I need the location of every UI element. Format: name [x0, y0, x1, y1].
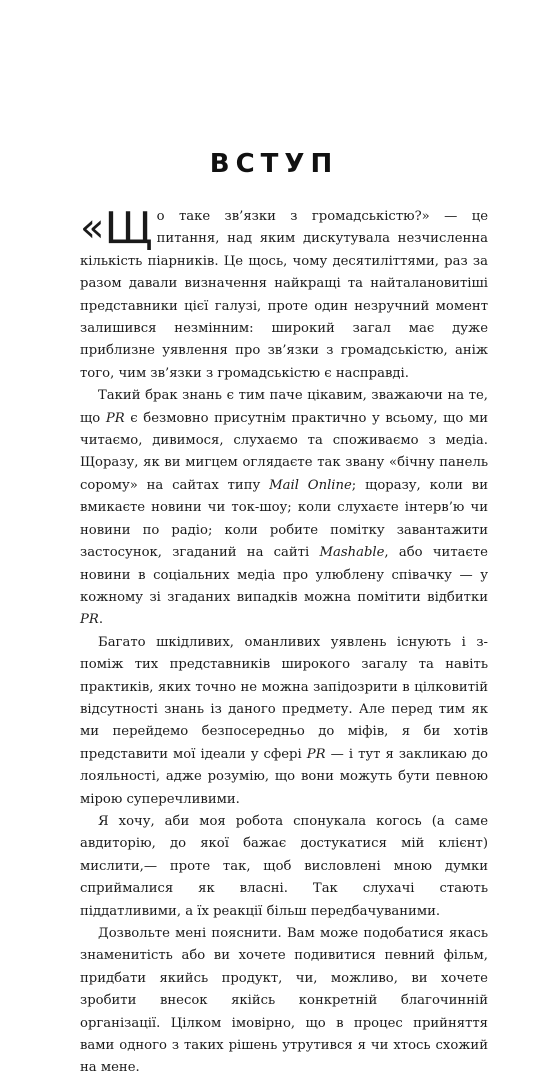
- paragraph-3-text-c: — і тут я закликаю до лояльності, адже розумію, що вони можуть бути певною мірою суперечливими.: [80, 746, 488, 807]
- paragraph-2-text-e: ; щоразу, коли ви вмикаєте новини чи ток-шоу; коли слухаєте інтерв’ю чи новини по радіо; коли робите помітку завантажити застосунок, згаданий на сайті: [80, 477, 488, 561]
- paragraph-2-text-a: Такий брак знань є тим паче цікавим, зважаючи на те, що: [80, 388, 488, 426]
- paragraph-1: [80, 203, 488, 385]
- paragraph-2-text-g: , або читаєте новини в соціальних медіа про улюблену співачку — у кожному зі згаданих випадків можна помітити відбитки: [80, 545, 488, 605]
- pr-term: PR: [105, 410, 125, 426]
- paragraph-3-text-a: Багато шкідливих, оманливих уявлень існують і з-поміж тих представників широкого загалу та навіть практиків, яких точно не можна запідозрити в цілковитій відсутності знань із даного предмету. Але перед тим як ми перейдемо безпосередньо до міфів, я би хотів представити мої ідеали у сфері: [80, 634, 488, 762]
- paragraph-3: [80, 632, 488, 811]
- chapter-heading: ВСТУП: [209, 149, 339, 179]
- opening-quote-mark: «: [80, 205, 99, 251]
- paragraph-4: Я хочу, аби моя робота спонукала когось (а саме авдиторію, до якої бажає достукатися мій клієнт) мислити,— проте так, щоб висловлені мною думки сприймалися як власні. Так слухачі стають піддатливими, а їх реакції більш передбачуваними.: [80, 813, 488, 919]
- paragraph-2-text-i: .: [98, 612, 104, 628]
- chapter-body: [80, 203, 488, 1080]
- paragraph-2-text-c: є безмовно присутнім практично у всьому, що ми читаємо, дивимося, слухаємо та споживаємо з медіа. Щоразу, як ви мигцем оглядаєте так звану «бічну панель сорому» на сайтах типу: [80, 410, 488, 493]
- drop-cap-letter: Щ: [104, 203, 153, 254]
- paragraph-5: Дозвольте мені пояснити. Вам може подобатися якась знаменитість або ви хочете подивитися певний фільм, придбати якийсь продукт, чи, можливо, ви хочете зробити внесок якійсь конкретній благочинній організації. Цілком імовірно, що в процес прийняття вами одного з таких рішень утрутився я чи хтось схожий на мене.: [80, 926, 488, 1076]
- paragraph-1-text: о таке зв’язки з громадськістю?» — це питання, над яким дискутувала незчисленна кількість піарників. Це щось, чому десятиліттями, раз за разом давали визначення найкращі та найталановитіші представники цієї галузі, проте один незручний момент залишився незмінним: широкий загал має дуже приблизне уявлення про зв’язки з громадськістю, аніж того, чим зв’язки з громадськістю є насправді.: [80, 209, 488, 381]
- paragraph-2: [80, 385, 488, 631]
- mashable-term: Mashable: [319, 545, 385, 561]
- pr-term: PR: [80, 612, 99, 628]
- drop-cap: [80, 203, 153, 254]
- pr-term: PR: [306, 746, 326, 762]
- mail-online-term: Mail Online: [269, 477, 352, 493]
